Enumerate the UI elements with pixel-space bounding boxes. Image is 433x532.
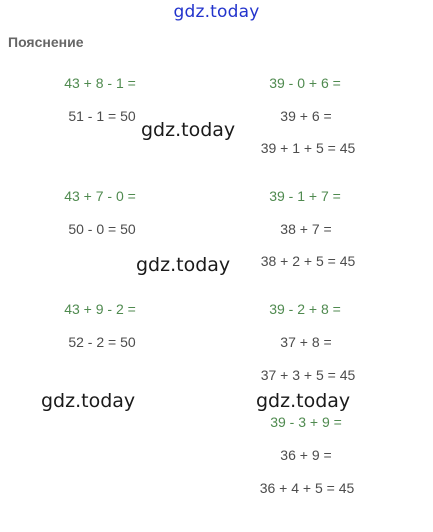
equation: 39 - 1 + 7 = xyxy=(269,188,341,204)
equation: 39 + 6 = xyxy=(280,108,332,124)
equation: 37 + 8 = xyxy=(280,334,332,350)
watermark: gdz.today xyxy=(41,390,136,412)
equation: 43 + 9 - 2 = xyxy=(64,301,136,317)
section-heading: Пояснение xyxy=(8,34,84,50)
equation: 36 + 4 + 5 = 45 xyxy=(259,480,355,496)
site-logo: gdz.today xyxy=(173,2,260,22)
equation: 52 - 2 = 50 xyxy=(68,334,136,350)
equation: 37 + 3 + 5 = 45 xyxy=(260,367,356,383)
watermark: gdz.today xyxy=(256,390,351,412)
watermark: gdz.today xyxy=(141,119,236,141)
equation: 38 + 7 = xyxy=(280,221,332,237)
equation: 43 + 8 - 1 = xyxy=(64,75,136,91)
equation: 39 + 1 + 5 = 45 xyxy=(260,140,356,156)
equation: 39 - 0 + 6 = xyxy=(269,75,341,91)
equation: 43 + 7 - 0 = xyxy=(64,188,136,204)
equation: 38 + 2 + 5 = 45 xyxy=(260,253,356,269)
equation: 51 - 1 = 50 xyxy=(68,108,136,124)
equation: 39 - 3 + 9 = xyxy=(270,414,342,430)
equation: 36 + 9 = xyxy=(280,447,332,463)
equation: 39 - 2 + 8 = xyxy=(269,301,341,317)
equation: 50 - 0 = 50 xyxy=(68,221,136,237)
watermark: gdz.today xyxy=(136,254,231,276)
